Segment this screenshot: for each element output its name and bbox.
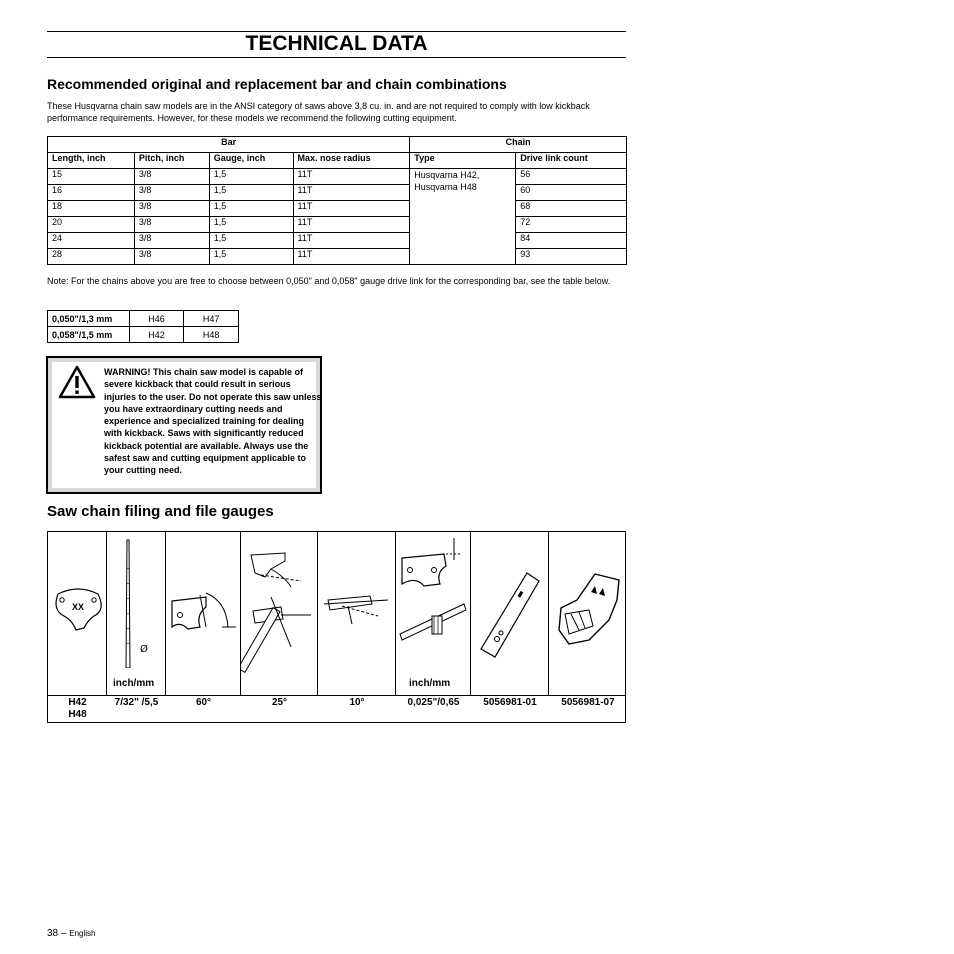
value-angle-10: 10° (349, 697, 365, 708)
title-rule (47, 57, 626, 58)
group-header-chain: Chain (410, 137, 627, 153)
page-title: TECHNICAL DATA (245, 32, 428, 55)
table-row (48, 327, 239, 343)
group-header-row (48, 137, 627, 153)
column-header: Max. nose radius (293, 153, 410, 169)
value-angle-60: 60° (195, 697, 212, 708)
value-model: H42 (68, 697, 87, 708)
round-file-icon (107, 538, 165, 668)
cell-filing-angle (241, 532, 318, 695)
cell-gauge: 1,5 (209, 249, 293, 265)
cell-radius: 11T (293, 201, 410, 217)
warning-text: WARNING! This chain saw model is capable of severe kickback that could result in serious injuries to the user. Do not operate this saw unless you have extraordinary cutting needs and experience and specialized training for dealing with kickback. Saws with significantly reduced kickback potential are available. Always use the safest saw and cutting equipment applicable to your cutting need. (104, 367, 322, 476)
note-paragraph: Note: For the chains above you are free to choose between 0,050" and 0,058" gauge drive link for the corresponding bar, see the table below. (47, 276, 611, 286)
cell-radius: 11T (293, 185, 410, 201)
column-header: Length, inch (48, 153, 135, 169)
drive-link-gauge-table (47, 310, 239, 343)
cell-top-plate-angle (166, 532, 241, 695)
cell-round-file (107, 532, 166, 695)
cell-gauge: 1,5 (209, 169, 293, 185)
gauge-label: 0,050"/1,3 mm (48, 311, 130, 327)
table-row (48, 233, 627, 249)
drive-link-mark: XX (71, 602, 85, 612)
intro-paragraph: These Husqvarna chain saw models are in the ANSI category of saws above 3,8 cu. in. and are not required to comply with low kickback performance requirements. However, for these models we recommend the following cutting equipment. (47, 101, 590, 123)
cell-drive-link (48, 532, 107, 695)
table-row (48, 249, 627, 265)
column-header: Drive link count (516, 153, 627, 169)
table-row (48, 217, 627, 233)
file-diameter-symbol: Ø (140, 644, 148, 655)
value-angle-25: 25° (271, 697, 288, 708)
cell-links: 68 (516, 201, 627, 217)
filing-gauges-table (47, 531, 626, 723)
unit-label-depth: inch/mm (409, 678, 451, 689)
column-header-row (48, 153, 627, 169)
gauge-label: 0,058"/1,5 mm (48, 327, 130, 343)
chain-type-text: Husqvarna H42, Husqvarna H48 (414, 170, 480, 192)
cell-length: 15 (48, 169, 135, 185)
warning-inner (52, 362, 322, 488)
cell-radius: 11T (293, 233, 410, 249)
value-file: 7/32" /5,5 (114, 697, 159, 708)
cell-gauge-tool-2 (549, 532, 627, 695)
cell-length: 18 (48, 201, 135, 217)
cell-pitch: 3/8 (134, 233, 209, 249)
cell-links: 84 (516, 233, 627, 249)
gauge-chain-a: H42 (129, 327, 184, 343)
section-heading-filing: Saw chain filing and file gauges (47, 503, 274, 520)
warning-triangle-icon (58, 365, 96, 399)
cell-gauge-tool-1 (471, 532, 549, 695)
gauge-chain-b: H47 (184, 311, 239, 327)
value-model: H48 (68, 709, 87, 720)
table-row (48, 311, 239, 327)
warning-box (46, 356, 322, 494)
bar-chain-table (47, 136, 627, 265)
table-row (48, 201, 627, 217)
file-tilt-10-icon (318, 590, 395, 650)
footer-language: English (69, 929, 96, 938)
cell-chain-type (410, 169, 516, 265)
gauge-chain-a: H46 (129, 311, 184, 327)
cell-gauge: 1,5 (209, 185, 293, 201)
cell-links: 72 (516, 217, 627, 233)
depth-gauge-tool-icon (471, 557, 548, 667)
cell-pitch: 3/8 (134, 169, 209, 185)
depth-gauge-icon (396, 536, 470, 656)
cell-pitch: 3/8 (134, 249, 209, 265)
group-header-bar: Bar (48, 137, 410, 153)
page-number: 38 (47, 928, 59, 939)
cell-file-tilt (318, 532, 396, 695)
cutter-angle-60-icon (166, 587, 240, 667)
cell-pitch: 3/8 (134, 201, 209, 217)
footer-separator: – (60, 928, 67, 939)
column-header: Pitch, inch (134, 153, 209, 169)
page-footer (47, 928, 96, 939)
cell-pitch: 3/8 (134, 185, 209, 201)
table-row (48, 185, 627, 201)
cell-depth-gauge (396, 532, 471, 695)
column-header: Type (410, 153, 516, 169)
gauge-chain-b: H48 (184, 327, 239, 343)
cell-radius: 11T (293, 249, 410, 265)
cell-gauge: 1,5 (209, 233, 293, 249)
filing-angle-25-icon (241, 547, 317, 687)
cell-gauge: 1,5 (209, 217, 293, 233)
filing-guide-tool-icon (549, 564, 626, 674)
value-models (48, 697, 107, 721)
cell-length: 28 (48, 249, 135, 265)
cell-links: 56 (516, 169, 627, 185)
value-gauge-2: 5056981-07 (561, 697, 615, 708)
cell-links: 60 (516, 185, 627, 201)
cell-length: 24 (48, 233, 135, 249)
column-header: Gauge, inch (209, 153, 293, 169)
drive-link-icon (50, 582, 108, 662)
value-depth: 0,025"/0,65 (407, 697, 460, 708)
cell-length: 20 (48, 217, 135, 233)
cell-pitch: 3/8 (134, 217, 209, 233)
table-row (48, 169, 627, 185)
value-gauge-1: 5056981-01 (483, 697, 537, 708)
cell-radius: 11T (293, 217, 410, 233)
section-heading-combinations: Recommended original and replacement bar and chain combinations (47, 76, 507, 92)
cell-radius: 11T (293, 169, 410, 185)
cell-length: 16 (48, 185, 135, 201)
cell-gauge: 1,5 (209, 201, 293, 217)
cell-links: 93 (516, 249, 627, 265)
unit-label-file: inch/mm (113, 678, 155, 689)
values-divider (48, 695, 625, 696)
